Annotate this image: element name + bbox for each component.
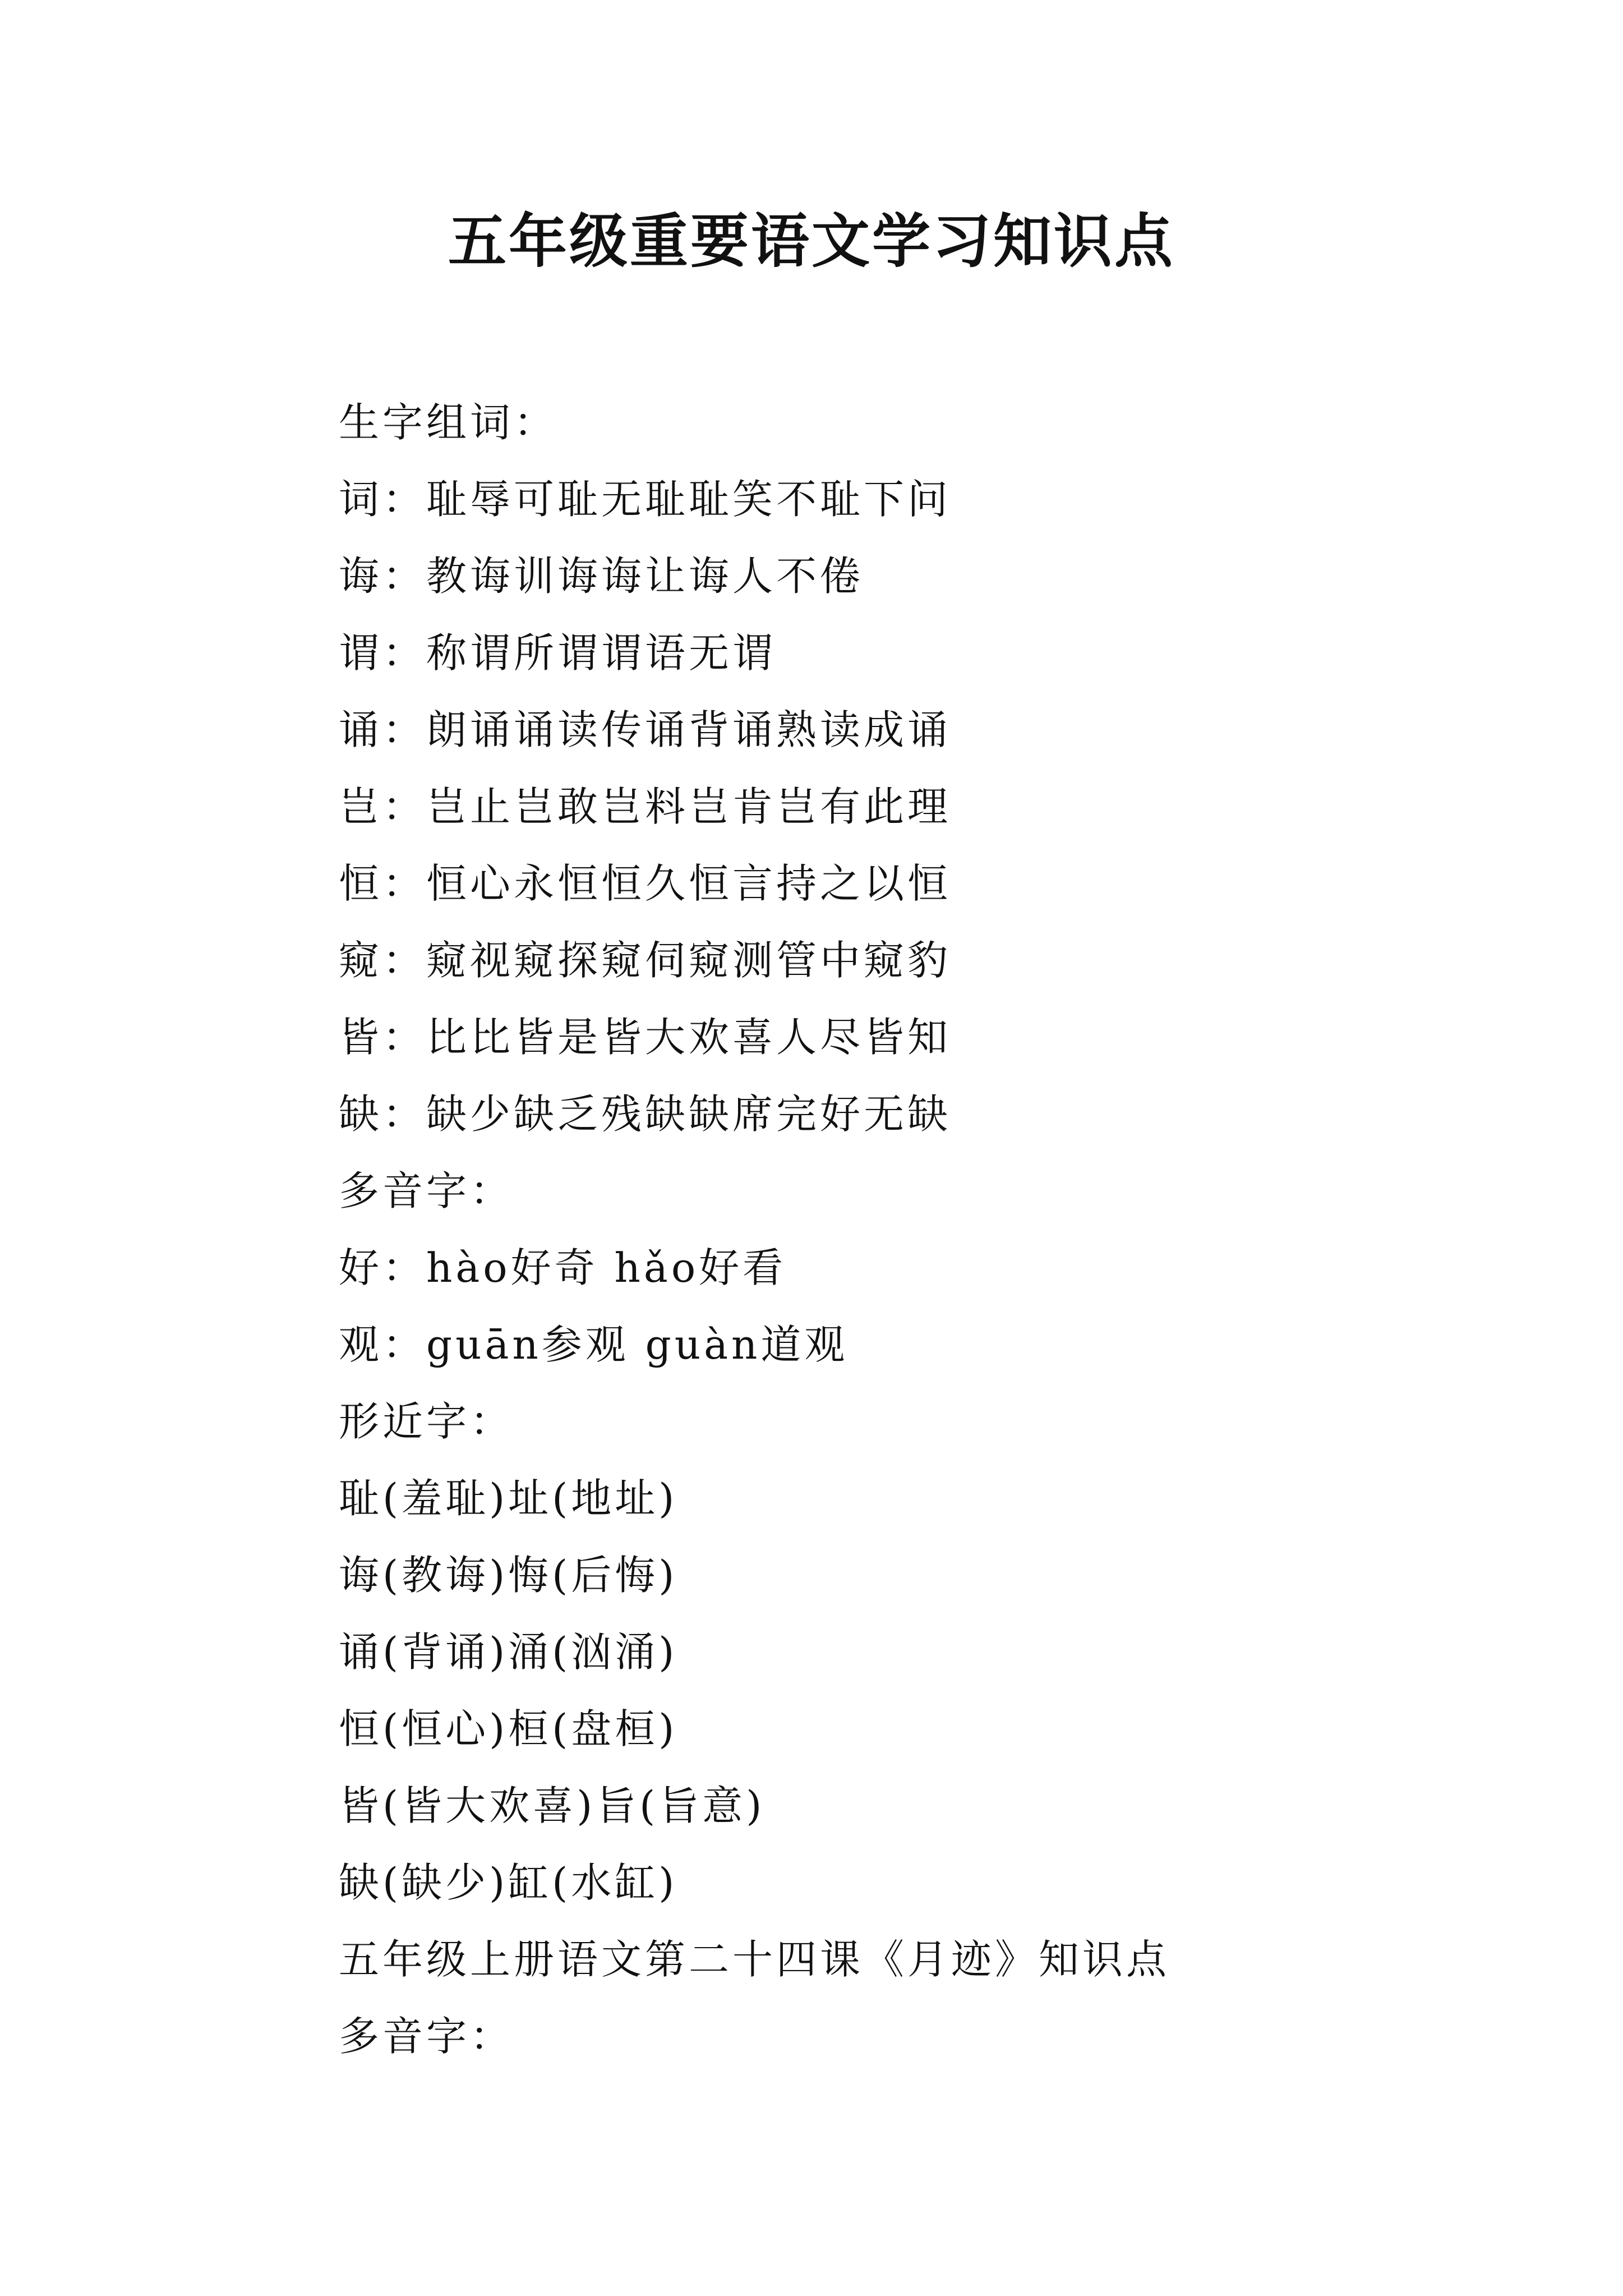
text-line: 缺：缺少缺乏残缺缺席完好无缺 <box>339 1091 952 1138</box>
text-line: 词：耻辱可耻无耻耻笑不耻下问 <box>339 476 952 523</box>
text-line: 诲：教诲训诲诲让诲人不倦 <box>339 553 864 600</box>
text-line: 观：guān参观 guàn道观 <box>339 1321 849 1368</box>
text-line: 窥：窥视窥探窥伺窥测管中窥豹 <box>339 937 952 984</box>
text-line: 恒：恒心永恒恒久恒言持之以恒 <box>339 860 952 907</box>
text-line: 诵(背诵)涌(汹涌) <box>339 1628 678 1676</box>
section-heading-vocabulary: 生字组词： <box>339 399 558 446</box>
text-line: 诲(教诲)悔(后悔) <box>339 1552 678 1599</box>
section-heading-polyphones: 多音字： <box>339 1167 514 1214</box>
document-body <box>339 384 1516 2075</box>
text-line: 岂：岂止岂敢岂料岂肯岂有此理 <box>339 783 952 830</box>
document-title: 五年级重要语文学习知识点 <box>448 206 1175 275</box>
text-line: 皆(皆大欢喜)旨(旨意) <box>339 1782 766 1829</box>
text-line: 谓：称谓所谓谓语无谓 <box>339 629 777 677</box>
text-line: 恒(恒心)桓(盘桓) <box>339 1705 678 1752</box>
text-line: 耻(羞耻)址(地址) <box>339 1475 678 1522</box>
section-heading-similar-characters: 形近字： <box>339 1398 514 1445</box>
text-line: 皆：比比皆是皆大欢喜人尽皆知 <box>339 1014 952 1061</box>
section-heading-lesson: 五年级上册语文第二十四课《月迹》知识点 <box>339 1936 1170 1983</box>
text-line: 好：hào好奇 hǎo好看 <box>339 1244 787 1291</box>
text-line: 诵：朗诵诵读传诵背诵熟读成诵 <box>339 706 952 753</box>
text-line: 缺(缺少)缸(水缸) <box>339 1859 678 1906</box>
section-heading-polyphones-2: 多音字： <box>339 2013 514 2060</box>
